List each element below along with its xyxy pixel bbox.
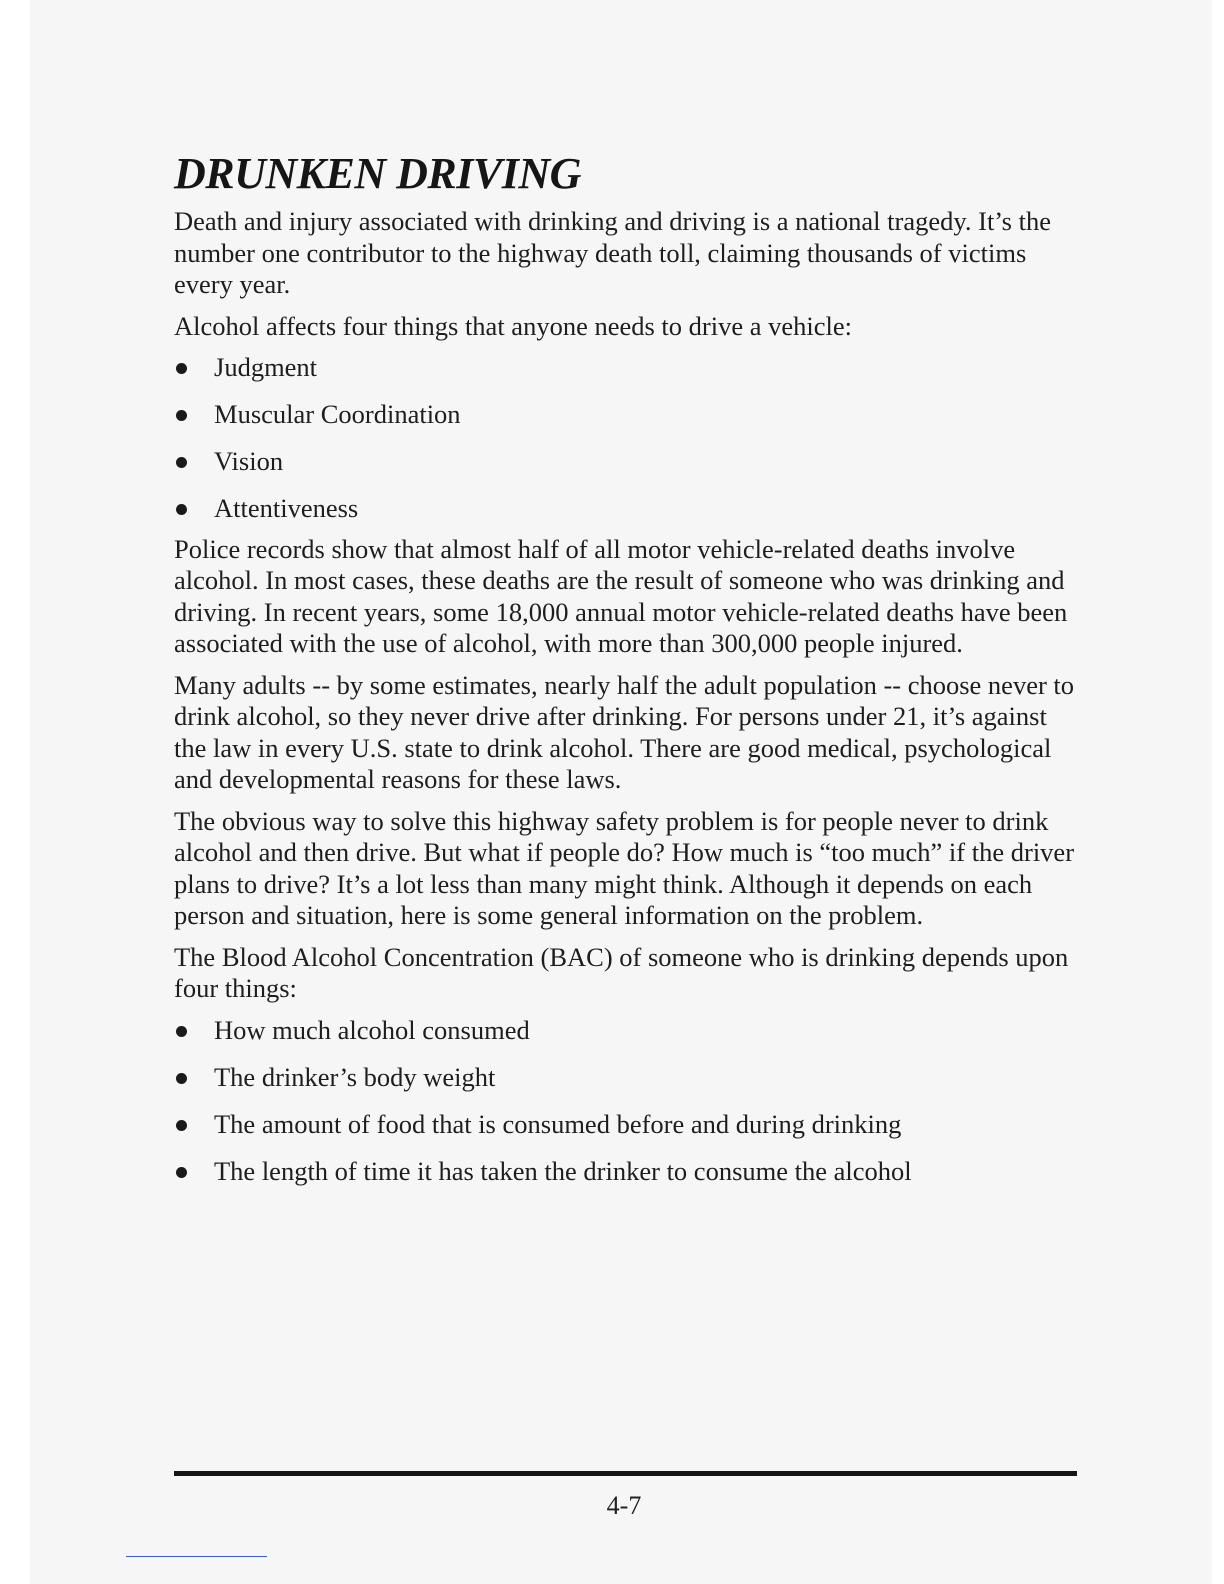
paragraph-adults: Many adults -- by some estimates, nearly half the adult population -- choose never to drink alcohol, so they never drive after drinking. For persons under 21, it’s against the law in every U.S. state to drink alcohol. There are good medical, psychological and developmental reasons for these laws. [174,669,1075,794]
bac-list [174,1015,1079,1188]
bullet-icon [176,363,187,374]
footer-rule [174,1471,1077,1476]
affects-list [174,352,1079,525]
bullet-icon [176,1073,187,1084]
page-title: DRUNKEN DRIVING [174,149,581,198]
list-item-text: Attentiveness [214,493,359,523]
list-item-text: Vision [214,446,284,476]
paragraph-police: Police records show that almost half of all motor vehicle-related deaths involve alcohol. In most cases, these deaths are the result of someone who was drinking and driving. In recent years, some 18,000 annual motor vehicle-related deaths have been associated with the use of alcohol, with more than 300,000 people injured. [174,533,1068,658]
list-item-text: The amount of food that is consumed before and during drinking [214,1108,902,1139]
bullet-icon [176,1167,187,1178]
list-item [174,493,1079,525]
list-item-text: Muscular Coordination [214,399,461,429]
paragraph-intro: Death and injury associated with drinking and driving is a national tragedy. It’s the number one contributor to the highway death toll, claiming thousands of victims every year. [174,206,1051,299]
paragraph-affects: Alcohol affects four things that anyone needs to drive a vehicle: [174,310,852,341]
list-item-text: The length of time it has taken the drinker to consume the alcohol [214,1155,912,1186]
bullet-icon [176,504,187,515]
list-item [174,352,1079,384]
list-item [174,446,1079,478]
list-item-text: The drinker’s body weight [214,1061,496,1092]
paragraph-obvious: The obvious way to solve this highway safety problem is for people never to drink alcohol and then drive. But what if people do? How much is “too much” if the driver plans to drive? It’s a lot less than many might think. Although it depends on each person and situation, here is some general information on the problem. [174,805,1075,930]
list-item [174,1109,1079,1141]
list-item-text: Judgment [214,352,318,382]
bullet-icon [176,410,187,421]
list-item [174,399,1079,431]
list-item [174,1062,1079,1094]
list-item-text: How much alcohol consumed [214,1014,530,1045]
page-number: 4-7 [606,1491,642,1520]
bullet-icon [176,1120,187,1131]
paragraph-bac: The Blood Alcohol Concentration (BAC) of someone who is drinking depends upon four things: [174,941,1069,1003]
list-item [174,1156,1079,1188]
link-underline[interactable] [126,1556,267,1557]
bullet-icon [176,457,187,468]
page-content [174,148,1079,1196]
list-item [174,1015,1079,1047]
bullet-icon [176,1026,187,1037]
